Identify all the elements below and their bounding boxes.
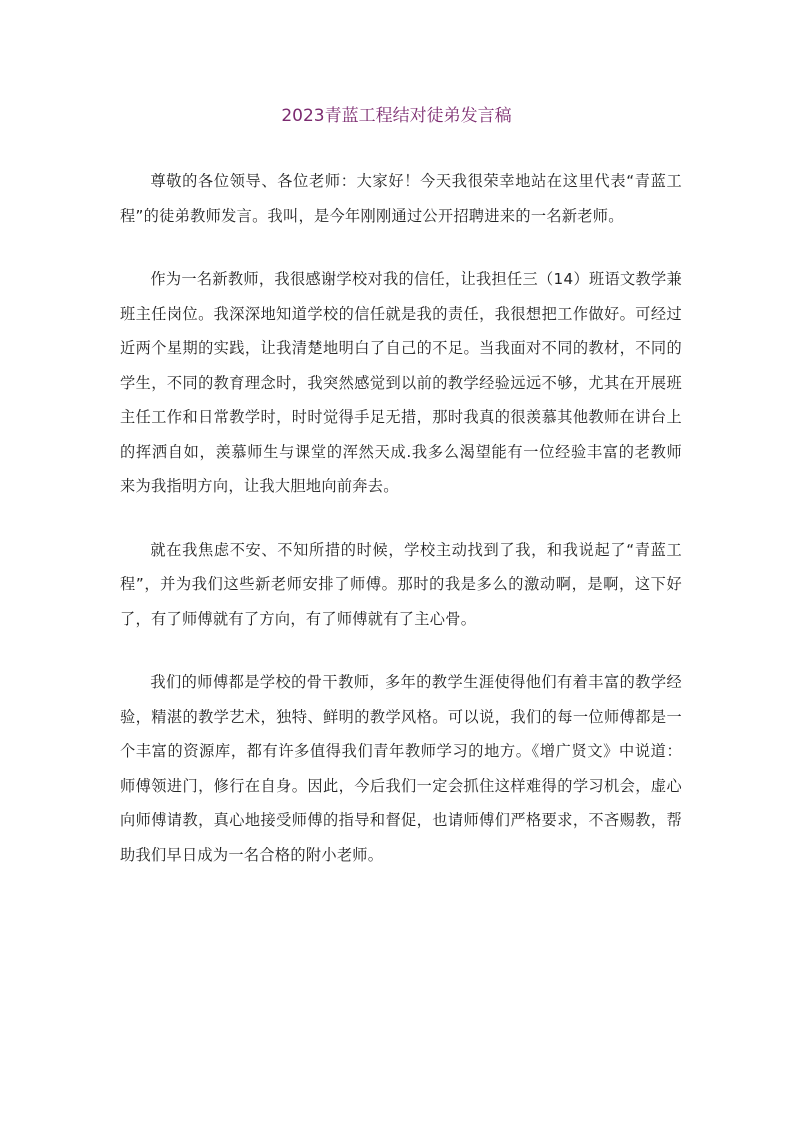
- document-body: [120, 164, 682, 901]
- paragraph-greeting: 尊敬的各位领导、各位老师：大家好！今天我很荣幸地站在这里代表“青蓝工程”的徒弟教师发言。我叫，是今年刚刚通过公开招聘进来的一名新老师。: [120, 172, 682, 225]
- paragraph-mentor-assigned: 就在我焦虑不安、不知所措的时候，学校主动找到了我，和我说起了“青蓝工程”，并为我们这些新老师安排了师傅。那时的我是多么的激动啊，是啊，这下好了，有了师傅就有了方向，有了师傅就有了主心骨。: [120, 540, 682, 628]
- document-title: 2023青蓝工程结对徒弟发言稿: [281, 106, 512, 126]
- paragraph-new-teacher: 作为一名新教师，我很感谢学校对我的信任，让我担任三（14）班语文教学兼班主任岗位。我深深地知道学校的信任就是我的责任，我很想把工作做好。可经过近两个星期的实践，让我清楚地明白了自己的不足。当我面对不同的教材，不同的学生，不同的教育理念时，我突然感觉到以前的教学经验远远不够，尤其在开展班主任工作和日常教学时，时时觉得手足无措，那时我真的很羡慕其他教师在讲台上的挥洒自如，羡慕师生与课堂的浑然天成.我多么渴望能有一位经验丰富的老教师来为我指明方向，让我大胆地向前奔去。: [120, 270, 682, 495]
- paragraph-mentors: 我们的师傅都是学校的骨干教师，多年的教学生涯使得他们有着丰富的教学经验，精湛的教学艺术，独特、鲜明的教学风格。可以说，我们的每一位师傅都是一个丰富的资源库，都有许多值得我们青年教师学习的地方。《增广贤文》中说道：师傅领进门，修行在自身。因此，今后我们一定会抓住这样难得的学习机会，虚心向师傅请教，真心地接受师傅的指导和督促，也请师傅们严格要求，不吝赐教，帮助我们早日成为一名合格的附小老师。: [120, 673, 682, 864]
